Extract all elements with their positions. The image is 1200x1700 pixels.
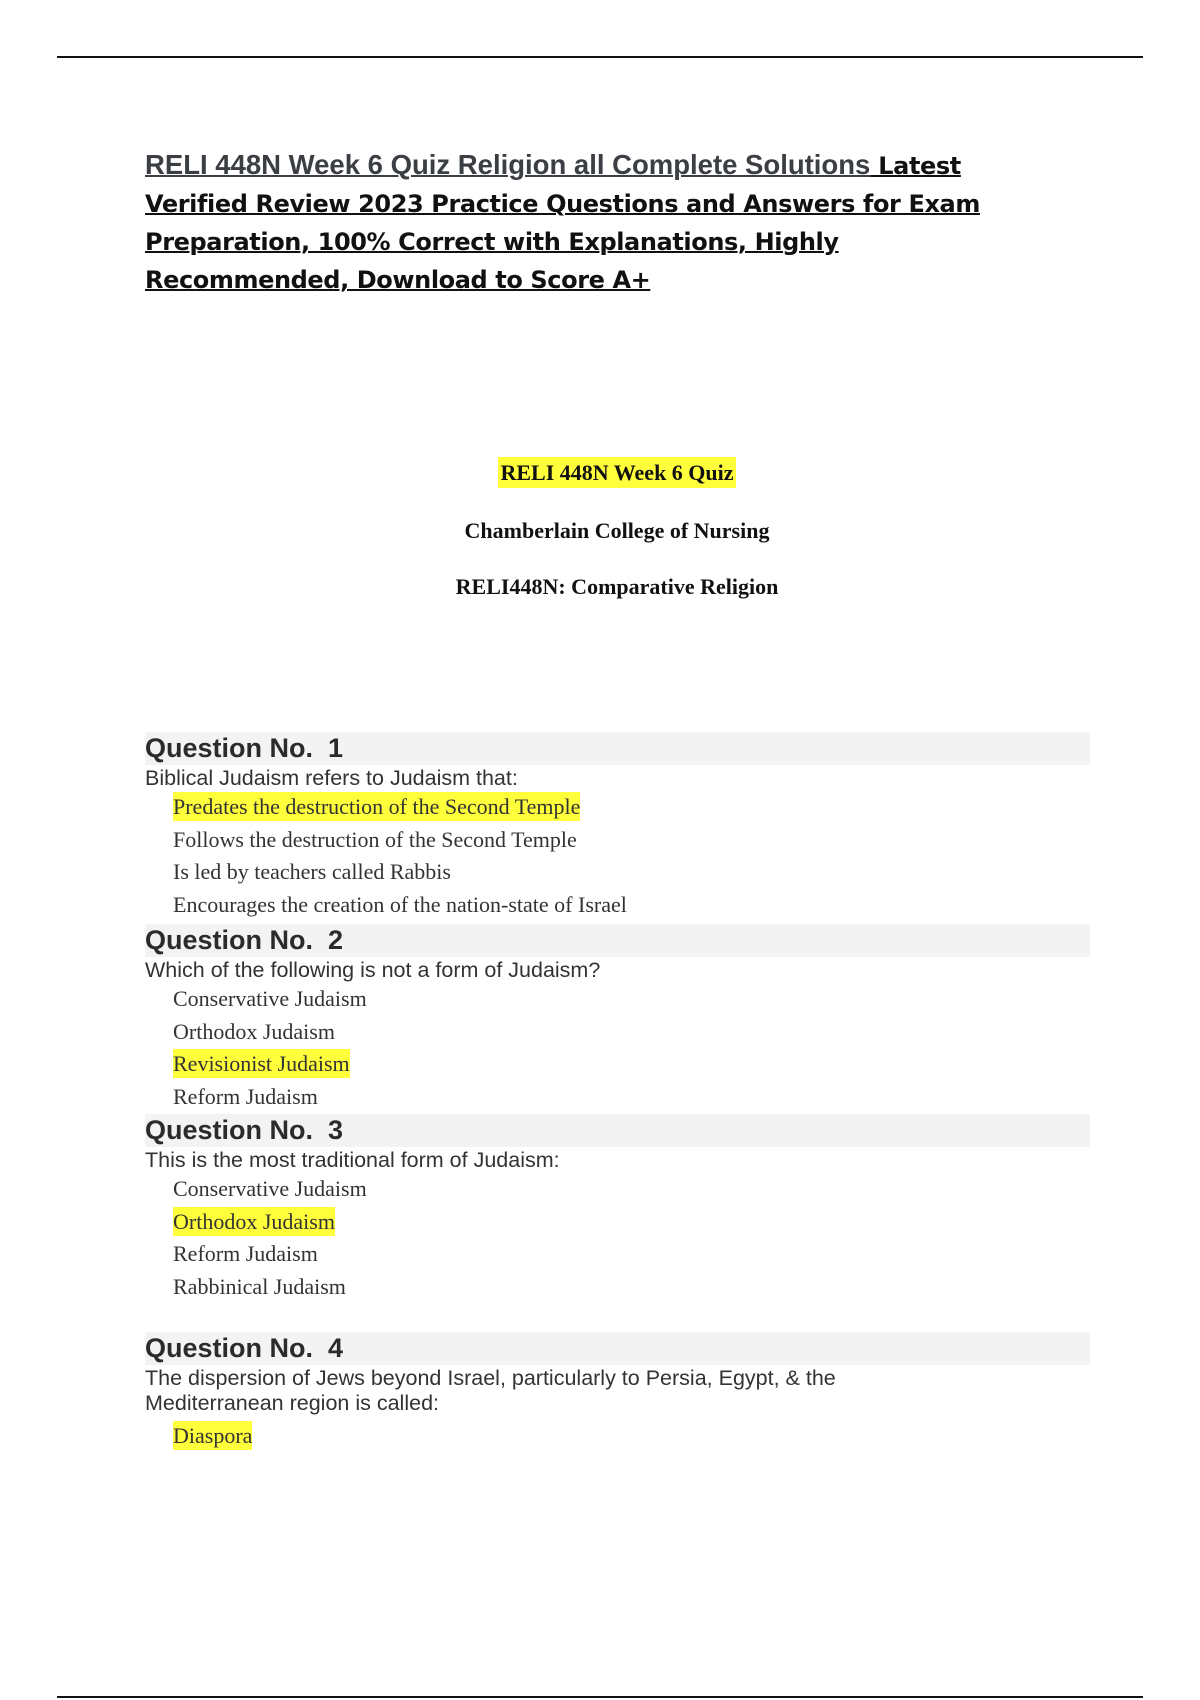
answer-option-text: Follows the destruction of the Second Temple bbox=[173, 826, 577, 852]
answer-option-text: Orthodox Judaism bbox=[173, 1208, 335, 1234]
answer-option bbox=[173, 1238, 1090, 1271]
answer-option bbox=[173, 1081, 1090, 1114]
answer-option bbox=[173, 1271, 1090, 1304]
answer-option-text: Conservative Judaism bbox=[173, 986, 367, 1011]
cover-college bbox=[0, 518, 1200, 544]
answer-option-text: Revisionist Judaism bbox=[173, 1051, 350, 1076]
question-4 bbox=[145, 1332, 1090, 1453]
bottom-rule bbox=[57, 1696, 1143, 1698]
answer-option bbox=[173, 824, 1090, 857]
answer-option-text: Rabbinical Judaism bbox=[173, 1273, 346, 1299]
top-rule bbox=[57, 56, 1143, 58]
question-text: Biblical Judaism refers to Judaism that: bbox=[145, 766, 518, 790]
question-3 bbox=[145, 1114, 1090, 1303]
document-title bbox=[145, 146, 1045, 299]
question-text: The dispersion of Jews beyond Israel, particularly to Persia, Egypt, & the Mediterranean region is called: bbox=[145, 1366, 836, 1415]
answer-options bbox=[145, 791, 1090, 921]
answer-option-text: Encourages the creation of the nation-state of Israel bbox=[173, 891, 627, 917]
answer-option-text: Is led by teachers called Rabbis bbox=[173, 859, 451, 884]
question-heading: Question No. 2 bbox=[145, 924, 1090, 957]
document-title-rest: Latest Verified Review 2023 Practice Questions and Answers for Exam Preparation, 100% Correct with Explanations, Highly Recommended, Download to Score A+ bbox=[145, 152, 980, 294]
answer-option bbox=[173, 1016, 1090, 1049]
course-text: RELI448N: Comparative Religion bbox=[455, 574, 779, 599]
answer-option-text: Reform Judaism bbox=[173, 1241, 318, 1266]
answer-option-text: Diaspora bbox=[173, 1423, 253, 1448]
answer-option bbox=[173, 856, 1090, 889]
answer-option-text: Predates the destruction of the Second Temple bbox=[173, 794, 581, 819]
answer-option bbox=[173, 1420, 1090, 1453]
question-heading: Question No. 4 bbox=[145, 1332, 1090, 1365]
question-text: Which of the following is not a form of Judaism? bbox=[145, 958, 601, 982]
answer-options bbox=[145, 1173, 1090, 1303]
question-text: This is the most traditional form of Judaism: bbox=[145, 1148, 560, 1172]
answer-option bbox=[173, 983, 1090, 1016]
answer-option bbox=[173, 1173, 1090, 1206]
answer-option bbox=[173, 1048, 1090, 1081]
answer-option-text: Conservative Judaism bbox=[173, 1176, 367, 1201]
answer-options bbox=[145, 983, 1090, 1113]
answer-options bbox=[145, 1420, 1090, 1453]
answer-option bbox=[173, 1206, 1090, 1239]
cover-quiz-title bbox=[0, 460, 1200, 486]
quiz-title-text: RELI 448N Week 6 Quiz bbox=[498, 457, 735, 488]
answer-option bbox=[173, 889, 1090, 922]
answer-option-text: Reform Judaism bbox=[173, 1083, 318, 1109]
question-heading: Question No. 1 bbox=[145, 732, 1090, 765]
answer-option-text: Orthodox Judaism bbox=[173, 1018, 335, 1044]
cover-course bbox=[0, 574, 1200, 600]
question-heading: Question No. 3 bbox=[145, 1114, 1090, 1147]
question-1 bbox=[145, 732, 1090, 921]
question-2 bbox=[145, 924, 1090, 1113]
document-title-lead: RELI 448N Week 6 Quiz Religion all Complete Solutions bbox=[145, 149, 871, 180]
college-text: Chamberlain College of Nursing bbox=[464, 518, 770, 543]
answer-option bbox=[173, 791, 1090, 824]
